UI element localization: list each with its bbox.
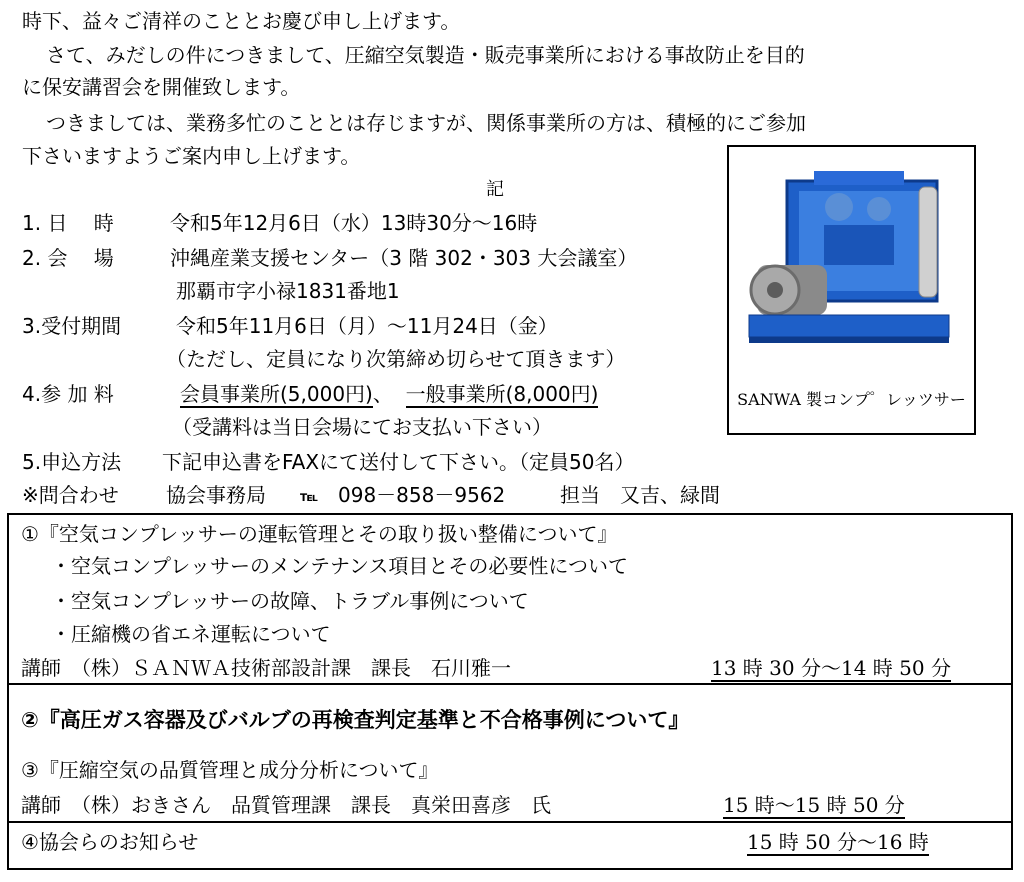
item4-time-text: 15 時 50 分〜16 時 xyxy=(747,830,929,854)
contact-label: ※問合わせ xyxy=(22,483,119,507)
fee-general: 一般事業所(8,000円) xyxy=(405,382,599,406)
fee-separator: 、 xyxy=(372,382,393,406)
item1-time xyxy=(711,655,951,681)
divider-2 xyxy=(9,821,1011,823)
fee-label: 4.参 加 料 xyxy=(22,382,114,406)
ki-heading: 記 xyxy=(486,179,504,200)
item1-title: ①『空気コンプレッサーの運転管理とその取り扱い整備について』 xyxy=(21,522,618,546)
fee-member: 会員事業所(5,000円) xyxy=(180,382,373,406)
venue-value: 沖縄産業支援センター（3 階 302・303 大会議室） xyxy=(170,246,638,270)
divider-1 xyxy=(9,683,1011,685)
item1-lecturer: 講師 （株）ＳＡＮＷＡ技術部設計課 課長 石川雅一 xyxy=(21,656,511,680)
item1-time-text: 13 時 30 分〜14 時 50 分 xyxy=(711,656,951,680)
date-label: 1. 日 時 xyxy=(22,211,114,235)
intro-line-2: さて、みだしの件につきまして、圧縮空気製造・販売事業所における事故防止を目的 xyxy=(46,43,805,67)
period-value: 令和5年11月6日（月）〜11月24日（金） xyxy=(176,314,558,338)
item3-title: ③『圧縮空気の品質管理と成分分析について』 xyxy=(21,758,439,782)
item4-time xyxy=(747,829,929,855)
apply-value: 下記申込書をFAXにて送付して下さい。（定員50名） xyxy=(162,450,635,474)
intro-line-4: つきましては、業務多忙のこととは存じますが、関係事業所の方は、積極的にご参加 xyxy=(46,111,806,135)
intro-line-1: 時下、益々ご清祥のこととお慶び申し上げます。 xyxy=(22,9,461,33)
compressor-photo xyxy=(727,145,976,435)
venue-address: 那覇市字小禄1831番地1 xyxy=(176,279,400,303)
apply-label: 5.申込方法 xyxy=(22,450,122,474)
contact-person: 担当 又吉、緑間 xyxy=(560,483,720,507)
fee-note: （受講料は当日会場にてお支払い下さい） xyxy=(172,415,552,439)
contact-tel: 098－858－9562 xyxy=(338,483,506,507)
program-box xyxy=(7,513,1013,870)
period-label: 3.受付期間 xyxy=(22,314,122,338)
item4-title: ④協会らのお知らせ xyxy=(21,830,199,854)
item1-point-1: ・空気コンプレッサーのメンテナンス項目とその必要性について xyxy=(51,554,628,578)
item3-lecturer: 講師 （株）おきさん 品質管理課 課長 真栄田喜彦 氏 xyxy=(21,793,551,817)
tel-icon: ℡ xyxy=(300,489,318,505)
item1-point-2: ・空気コンプレッサーの故障、トラブル事例について xyxy=(51,589,529,613)
item3-time xyxy=(723,792,905,818)
contact-office: 協会事務局 xyxy=(166,483,266,507)
item2-title: ②『高圧ガス容器及びバルブの再検査判定基準と不合格事例について』 xyxy=(21,708,690,732)
fee-values xyxy=(180,381,598,407)
period-note: （ただし、定員になり次第締め切らせて頂きます） xyxy=(166,347,626,371)
intro-line-5: 下さいますようご案内申し上げます。 xyxy=(22,144,361,168)
photo-caption: SANWA 製コンプ゜レッツサー xyxy=(737,390,966,409)
venue-label: 2. 会 場 xyxy=(22,246,114,270)
compressor-illustration xyxy=(729,147,974,377)
date-value: 令和5年12月6日（水）13時30分〜16時 xyxy=(170,211,538,235)
item1-point-3: ・圧縮機の省エネ運転について xyxy=(51,622,331,646)
item3-time-text: 15 時〜15 時 50 分 xyxy=(723,793,905,817)
intro-line-3: に保安講習会を開催致します。 xyxy=(22,75,301,99)
